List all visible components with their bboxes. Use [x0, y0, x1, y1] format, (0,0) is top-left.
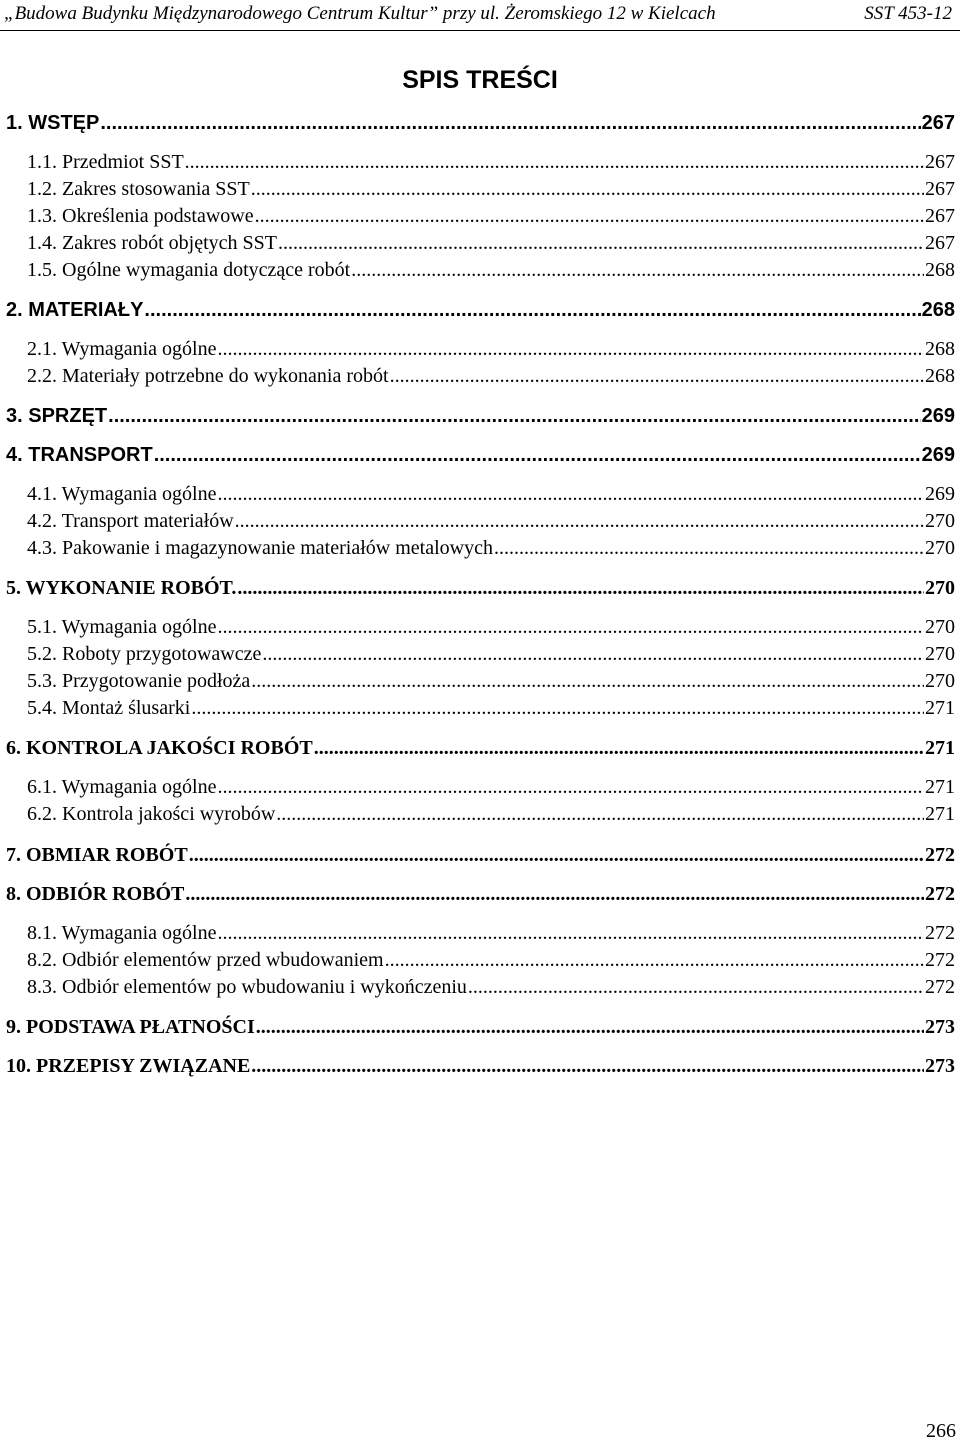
toc-entry-text: 5. WYKONANIE ROBÓT.	[6, 577, 237, 599]
toc-leader-dots	[218, 336, 925, 362]
toc-entry-text: 1.3. Określenia podstawowe	[27, 205, 254, 227]
toc-entry-page: 270	[925, 616, 955, 638]
toc-entry-page: 268	[925, 338, 955, 360]
toc-entry-page: 267	[925, 151, 955, 173]
toc-entry[interactable]	[27, 176, 955, 202]
toc-entry-page: 272	[925, 844, 955, 866]
toc-entry-page: 267	[925, 178, 955, 200]
toc-entry[interactable]	[6, 403, 955, 429]
toc-leader-dots	[255, 203, 924, 229]
toc-leader-dots	[251, 176, 924, 202]
toc-leader-dots	[218, 481, 925, 507]
toc-entry-page: 269	[921, 444, 955, 466]
toc-leader-dots	[276, 801, 924, 827]
toc-entry[interactable]	[27, 641, 955, 667]
toc-entry-page: 268	[925, 259, 955, 281]
toc-leader-dots	[494, 535, 924, 561]
toc-entry-text: 5.2. Roboty przygotowawcze	[27, 643, 262, 665]
toc-entry[interactable]	[6, 110, 955, 136]
toc-entry[interactable]	[27, 481, 955, 507]
toc-entry-text: 6.1. Wymagania ogólne	[27, 776, 217, 798]
toc-leader-dots	[251, 668, 924, 694]
toc-leader-dots	[390, 363, 924, 389]
toc-entry-page: 270	[925, 577, 955, 599]
toc-entry-text: 8.1. Wymagania ogólne	[27, 922, 217, 944]
toc-entry-page: 267	[925, 205, 955, 227]
toc-leader-dots	[108, 403, 920, 429]
toc-entry-text: 5.3. Przygotowanie podłoża	[27, 670, 251, 692]
toc-entry[interactable]	[27, 614, 955, 640]
toc-entry-page: 271	[925, 776, 955, 798]
header-document-title: „Budowa Budynku Międzynarodowego Centrum Kultur” przy ul. Żeromskiego 12 w Kielcach	[4, 3, 716, 24]
toc-entry[interactable]	[6, 442, 955, 468]
toc-entry[interactable]	[27, 774, 955, 800]
toc-leader-dots	[351, 257, 924, 283]
toc-leader-dots	[468, 974, 924, 1000]
toc-leader-dots	[100, 110, 920, 136]
toc-entry-page: 267	[921, 112, 955, 134]
toc-entry[interactable]	[6, 1014, 955, 1040]
toc-leader-dots	[154, 442, 921, 468]
toc-entry-page: 269	[921, 405, 955, 427]
toc-entry-text: 8. ODBIÓR ROBÓT	[6, 883, 185, 905]
toc-entry-page: 273	[925, 1016, 955, 1038]
toc-entry-text: 9. PODSTAWA PŁATNOŚCI	[6, 1016, 255, 1038]
toc-entry[interactable]	[27, 363, 955, 389]
toc-entry-text: 10. PRZEPISY ZWIĄZANE	[6, 1055, 251, 1077]
toc-leader-dots	[218, 920, 925, 946]
toc-entry-page: 272	[925, 922, 955, 944]
toc-entry[interactable]	[27, 920, 955, 946]
toc-leader-dots	[251, 1053, 924, 1079]
toc-entry-text: 7. OBMIAR ROBÓT	[6, 844, 188, 866]
toc-entry[interactable]	[27, 257, 955, 283]
toc-leader-dots	[144, 297, 920, 323]
toc-leader-dots	[256, 1014, 924, 1040]
toc-leader-dots	[191, 695, 924, 721]
toc-entry-page: 268	[925, 365, 955, 387]
toc-entry-text: 2.2. Materiały potrzebne do wykonania robót	[27, 365, 389, 387]
toc-entry-page: 272	[925, 976, 955, 998]
toc-entry[interactable]	[6, 735, 955, 761]
toc-entry-text: 2. MATERIAŁY	[6, 299, 144, 321]
toc-entry[interactable]	[27, 203, 955, 229]
toc-entry[interactable]	[27, 508, 955, 534]
toc-entry-page: 271	[925, 697, 955, 719]
toc-leader-dots	[278, 230, 924, 256]
toc-leader-dots	[262, 641, 924, 667]
toc-leader-dots	[185, 149, 924, 175]
toc-leader-dots	[385, 947, 924, 973]
toc-leader-dots	[218, 774, 925, 800]
toc-entry-page: 269	[925, 483, 955, 505]
toc-entry-page: 270	[925, 670, 955, 692]
toc-entry-text: 3. SPRZĘT	[6, 405, 108, 427]
toc-entry[interactable]	[6, 881, 955, 907]
toc-entry[interactable]	[27, 695, 955, 721]
toc-entry[interactable]	[6, 297, 955, 323]
toc-entry-text: 8.2. Odbiór elementów przed wbudowaniem	[27, 949, 384, 971]
toc-leader-dots	[189, 842, 924, 868]
toc-entry-page: 268	[921, 299, 955, 321]
toc-entry-page: 272	[925, 949, 955, 971]
toc-entry[interactable]	[27, 230, 955, 256]
toc-entry-text: 6. KONTROLA JAKOŚCI ROBÓT	[6, 737, 313, 759]
toc-entry[interactable]	[27, 801, 955, 827]
toc-entry-page: 267	[925, 232, 955, 254]
toc-leader-dots	[314, 735, 924, 761]
toc-entry-text: 1.2. Zakres stosowania SST	[27, 178, 250, 200]
toc-leader-dots	[237, 575, 924, 601]
toc-entry-text: 4.1. Wymagania ogólne	[27, 483, 217, 505]
toc-entry-text: 5.4. Montaż ślusarki	[27, 697, 191, 719]
toc-entry-text: 1.5. Ogólne wymagania dotyczące robót	[27, 259, 351, 281]
toc-entry[interactable]	[27, 149, 955, 175]
toc-entry[interactable]	[27, 668, 955, 694]
toc-entry-text: 1. WSTĘP	[6, 112, 100, 134]
page-title: SPIS TREŚCI	[402, 66, 558, 94]
toc-entry-text: 1.4. Zakres robót objętych SST	[27, 232, 277, 254]
toc-entry-text: 4.2. Transport materiałów	[27, 510, 234, 532]
toc-entry-page: 270	[925, 643, 955, 665]
toc-leader-dots	[218, 614, 925, 640]
running-header	[0, 0, 960, 31]
header-spec-code: SST 453-12	[864, 3, 952, 24]
toc-entry[interactable]	[6, 842, 955, 868]
toc-entry-page: 273	[925, 1055, 955, 1077]
toc-entry-page: 270	[925, 537, 955, 559]
toc-entry-text: 2.1. Wymagania ogólne	[27, 338, 217, 360]
toc-entry[interactable]	[27, 974, 955, 1000]
toc-entry-text: 5.1. Wymagania ogólne	[27, 616, 217, 638]
toc-entry-text: 1.1. Przedmiot SST	[27, 151, 184, 173]
toc-leader-dots	[185, 881, 924, 907]
toc-entry[interactable]	[27, 947, 955, 973]
page-number: 266	[926, 1420, 956, 1442]
toc-entry-page: 271	[925, 803, 955, 825]
toc-entry[interactable]	[27, 535, 955, 561]
toc-leader-dots	[235, 508, 924, 534]
toc-entry[interactable]	[6, 575, 955, 601]
toc-entry-page: 272	[925, 883, 955, 905]
toc-entry-text: 4. TRANSPORT	[6, 444, 153, 466]
toc-entry-text: 8.3. Odbiór elementów po wbudowaniu i wykończeniu	[27, 976, 467, 998]
toc-entry-page: 270	[925, 510, 955, 532]
toc-entry[interactable]	[27, 336, 955, 362]
toc-entry[interactable]	[6, 1053, 955, 1079]
toc-entry-text: 4.3. Pakowanie i magazynowanie materiałów metalowych	[27, 537, 493, 559]
toc-entry-page: 271	[925, 737, 955, 759]
toc-entry-text: 6.2. Kontrola jakości wyrobów	[27, 803, 276, 825]
